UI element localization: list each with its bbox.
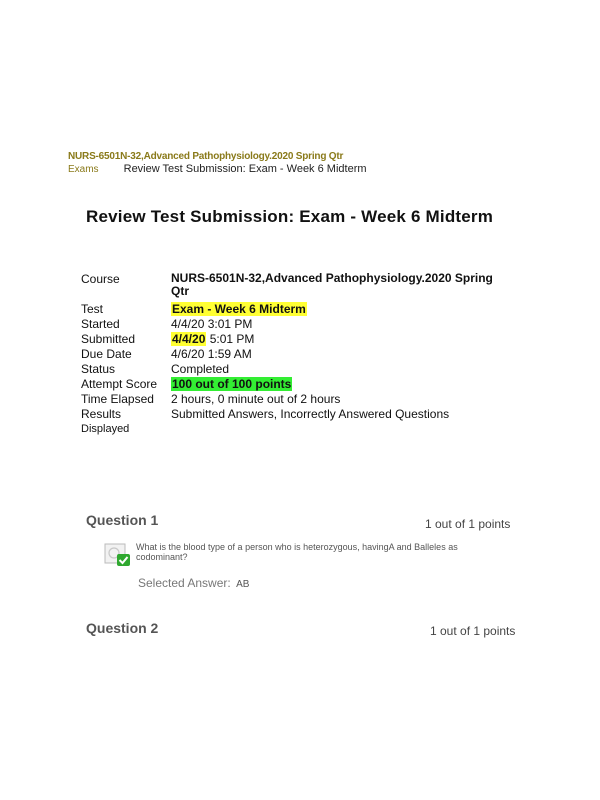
submitted-time: 5:01 PM: [206, 332, 255, 346]
detail-row-due: [81, 347, 511, 362]
correct-check-icon: [104, 543, 132, 567]
detail-row-status: [81, 362, 511, 377]
question-1-points: 1 out of 1 points: [425, 517, 511, 531]
status-value: Completed: [171, 362, 230, 376]
question-1-title: Question 1: [86, 512, 159, 528]
breadcrumb: [68, 163, 367, 175]
test-label: Test: [81, 302, 104, 316]
selected-answer: [138, 576, 249, 590]
course-label: Course: [81, 272, 120, 286]
due-value: 4/6/20 1:59 AM: [171, 347, 252, 361]
test-value: Exam - Week 6 Midterm: [172, 302, 306, 316]
breadcrumb-exams-link[interactable]: Exams: [68, 164, 99, 175]
selected-answer-value: AB: [236, 579, 250, 590]
submission-details: [81, 272, 511, 437]
status-label: Status: [81, 362, 116, 376]
selected-answer-label: Selected Answer:: [138, 576, 231, 590]
started-label: Started: [81, 317, 120, 331]
detail-row-results: [81, 407, 511, 437]
results-label-line2: Displayed: [81, 423, 130, 435]
detail-row-submitted: [81, 332, 511, 347]
breadcrumb-current: Review Test Submission: Exam - Week 6 Midterm: [123, 163, 367, 175]
score-value: 100 out of 100 points: [172, 377, 292, 391]
question-2-points: 1 out of 1 points: [430, 624, 516, 638]
elapsed-value: 2 hours, 0 minute out of 2 hours: [171, 392, 341, 406]
elapsed-label: Time Elapsed: [81, 392, 154, 406]
results-value: Submitted Answers, Incorrectly Answered Questions: [171, 407, 450, 421]
due-label: Due Date: [81, 347, 132, 361]
detail-row-score: [81, 377, 511, 392]
results-label-line1: Results: [81, 407, 122, 421]
detail-row-started: [81, 317, 511, 332]
submitted-date: 4/4/20: [172, 332, 206, 346]
started-value: 4/4/20 3:01 PM: [171, 317, 253, 331]
course-value: NURS-6501N-32,Advanced Pathophysiology.2020 Spring Qtr: [171, 271, 493, 298]
detail-row-elapsed: [81, 392, 511, 407]
question-1-text: What is the blood type of a person who is heterozygous, havingA and Balleles as codominant?: [136, 542, 458, 562]
submitted-label: Submitted: [81, 332, 136, 346]
page-title: Review Test Submission: Exam - Week 6 Midterm: [86, 207, 494, 226]
question-2-title: Question 2: [86, 620, 159, 636]
detail-row-test: [81, 302, 511, 317]
detail-row-course: [81, 272, 511, 298]
course-link[interactable]: NURS-6501N-32,Advanced Pathophysiology.2020 Spring Qtr: [68, 151, 344, 162]
score-label: Attempt Score: [81, 377, 158, 391]
